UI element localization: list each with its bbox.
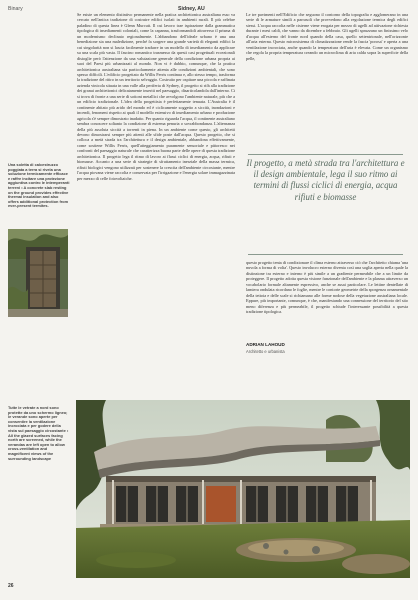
photo-building: [76, 400, 410, 578]
section-label: Binary: [8, 6, 23, 12]
author-role: Architetto e urbanista: [246, 349, 285, 354]
pullquote-rule-bottom: [248, 254, 403, 255]
caption-top: Una soletta di calcestruzzo poggiata a terra si rivela una soluzione termicamente efficace e raffre incitare una protezione aggiuntiva contro le intemperanti terreni • A concrete slab resting on the ground provides effective thermal insulation and also offers additional protection from ever-present termites.: [8, 162, 70, 209]
author-name: ADRIAN LAHOUD: [246, 342, 285, 347]
pull-quote: Il progetto, a metà strada tra l'architettura e il design ambientale, lega il suo ritmo ai termini di flussi ciclici di energia, acqua rifiuti e biomasse: [246, 158, 405, 202]
body-column-1: Se esiste un elemento distintivo permanente nella pratica architettonica australiana esso va cercato nell'antica tradizione di costruire edifici isolati in ambienti rurali. Il più celebre paladino di questa linea è Glenn Murcutt. Il cui lavoro trae ispirazione dalla grammatica tipologica di insediamenti coloniali, come la capanna, trasformandoli attraverso il prisma di un modernismo declinato regionalmente. L'abbandono dell'ideale urbano è una una benedizione sia una maledizione, perché fa sorgere una grande varietà di eleganti edifici la cui singolarità non si lascia facilmente tradurre in un modello di insediamento da applicare su una scala più vasta. Il fascino romantico trasmesso da questi casi progettuali eccezionali distoglie però l'attenzione da una valutazione generale della condizione urbana propria ai suoi del Paesi più urbanizzati al mondo. Non vi è dubbio, comunque, che la pratica architettonica australiana sia particolarmente attenta alle condizioni ambientali, che sono spesso difficili. L'edificio progettato da Willis Ferris continua e, allo stesso tempo, trasforma la tradizione del ritiro in un territorio selvaggio. Costruito per ospitare una piccola e raffinata azienda vinicola situata in una valle alla periferia di Sydney, il progetto si rifà alla tradizione dei granai architettonici delicatamente inseriti nel paesaggio, disarticolandola dall'interno. Ci si trova di fronte a una serie di sottoni metallici che avvolgono l'ambiente naturale, più che a un edificio tradizionale. L'idea della progettista è perfettamente tenuata. L'Australia è il continente abitato più arido del mondo ed è ciclicamente soggetto a siccità, inondazioni e incendi, fenomeni rispetto ai quali il modello estensivo di insediamento urbano e produzione agricola s'è sempre dimostrato inadatto. Per quanto riguarda l'acqua, il continente australiano sembra conoscere soltanto la condizione di estrema penuria o sovrabbondanza. L'alternanza della più assoluta siccità a torrenti in piena. In un ambiente come questo, gli architetti devono dimostrarsi sempre più attenti alle sfide poste dall'acqua. Questo progetto, che si colloca a metà strada tra l'architettura e il design ambientale, abbandona effettivamente, come sostiene Willis Ferris, quell'atteggiamento puramente sensoriale e pittoresco nei confronti del paesaggio naturale che caratterizza buona parte delle opere di questa tradizione architettonica. Il progetto lega il ritmo di lavoro ai flussi ciclici di energia, acqua, rifiuti e biomasse. Accanto a una serie di strategie di sfruttamento inerziale della massa termica, rifiuti biologici vengono utilizzati per sostenere la crescita dell'ambiente circostante, mentre l'acqua piovana viene raccolta e conservata per l'irrigazione e l'energia solare immagazzinata per mezzo di celle fotovoltaiche.: [77, 12, 235, 181]
pullquote-rule-top: [248, 154, 403, 155]
photo-wall-detail-image: [8, 229, 68, 317]
page-number: 26: [8, 583, 14, 589]
body-column-2-bottom: questo progetto tenta di condizionare il clima esterno attraverso ciò che l'architetto chiama 'una nuvola a forma di volta'. Questo involucro esterno diventa così una soglia aperta nella quale la distinzione tra esterno e interno è più simile a un gradiente permeabile che a un limite da proteggere. Il progetto adotta questa visione funzionale dell'ambiente e la plasma attraverso un vocabolario formale altamente espressivo, anche se assai particolare. Le lettine dentellate di lamiera ondulata ricordano le foglie, mentre le contorte geometrie della sporgenza ornamentale della tettoia e delle scale si richiamano alle forme nodose della vegetazione australiana locale. Eppure, più importante, comunque, è che, manifestando una connessione del territorio del sito meno diferenza e più permeabile, il progetto schiude l'interessante possibilità a questa tradizione tipologica.: [246, 260, 408, 315]
photo-building-image: [76, 400, 410, 578]
location-label: Sidney, AU: [178, 6, 205, 12]
photo-wall-detail: [8, 229, 68, 317]
body-column-2-top: Le tre pavimenti nell'Edificio che seguono il contorno della topografia e agglomerano in una serie di le armature simili a parrasoli che provvedono alla regolazione termica degli edifici stessi. L'acqua raccolta nelle cisterne viene erogata per mezzo di ugelli ad attivazione richiesta durante i mesi caldi, che vanno da dicembre a febbraio. Gli ugelli spruzzano un finissimo velo d'acqua all'esterno del fronte nord quando della casa, quello settentrionale, nell'orizzonte all'aria esterna. Questo microsistema di climatizzazione rende la fascia 'porosa' e aperta a una ventilazione incrociata, anche quando la temperatura dell'aria è elevata. Come un organismo che regola la propria temperatura creando un microclima di aria calda sopra la superficie della pelle,: [246, 12, 408, 61]
caption-bottom: Tutte le vetrate a nord sono protette da uno schermo ligneo; le verande sono aperte per consentire la ventilazione incrociata e per godere della vista sul paesaggio circostante • All the glazed surfaces facing north are screened, while the verandas are left open to allow cross-ventilation and magnificent views of the surrounding landscape: [8, 405, 69, 461]
